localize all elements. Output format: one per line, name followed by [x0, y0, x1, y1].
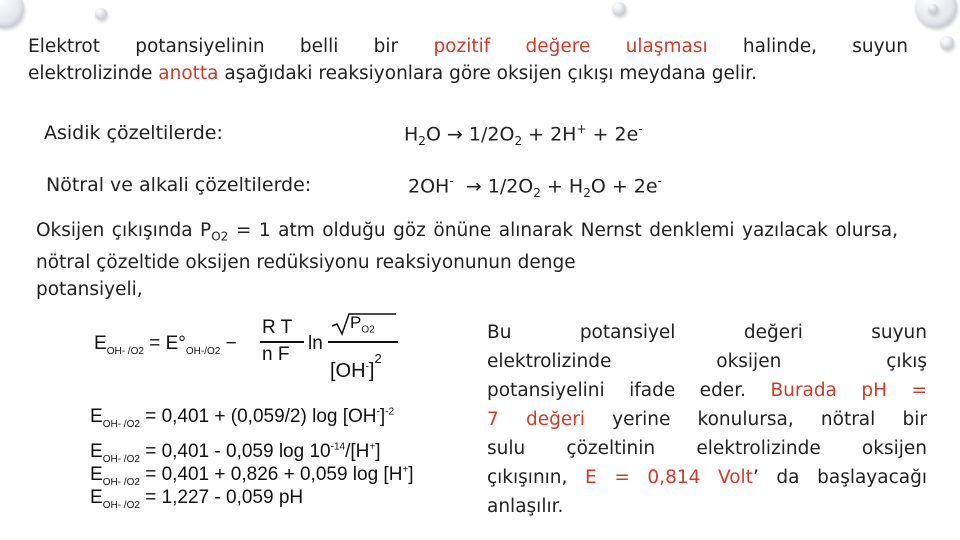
- conclusion-line: 7 değeri yerine konulursa, nötral bir: [487, 409, 927, 430]
- formula-1-lhs: $E_{OH- /O2} = E^\circ_{OH-/O2}$ −: [94, 333, 237, 357]
- nernst-paragraph-last: potansiyeli,: [36, 278, 143, 300]
- formula-1-ln: ln: [308, 333, 323, 354]
- conclusion-line: Bu potansiyel değeri suyun: [487, 322, 927, 343]
- conclusion-paragraph: [487, 318, 927, 521]
- fraction-bar: [328, 341, 398, 343]
- conclusion-line: anlaşılır.: [487, 496, 564, 517]
- formula-1-oh: $[OH^-]^2$: [330, 351, 382, 382]
- conclusion-highlight: E = 0,814 Volt: [585, 467, 753, 488]
- conclusion-line: elektrolizinde oksijen çıkış: [487, 351, 927, 372]
- intro-highlight: pozitif değere ulaşması: [433, 36, 708, 57]
- formula-1-sqrt-content: $P_{O2}$: [350, 313, 375, 336]
- intro-text: aşağıdaki reaksiyonlara göre oksijen çıkışı meydana gelir.: [224, 63, 757, 84]
- formula-3: $E_{OH- /O2} = 0,401 - 0,059$ $\log 10^{-14}/[H^+]$: [90, 441, 381, 465]
- intro-text: Elektrot potansiyelinin belli bir: [28, 36, 399, 57]
- formula-1-numerator: R T: [262, 317, 293, 338]
- formula-image: [66, 307, 466, 533]
- intro-text: halinde, suyun: [742, 36, 908, 57]
- conclusion-line: potansiyelini ifade eder. Burada pH =: [487, 380, 927, 401]
- neutral-equation: $2OH^- \to 1/2O_2 + H_2O + 2e^-$: [408, 174, 662, 201]
- formula-4: $E_{OH- /O2} = 0,401 + 0,826 + 0,059$ log [H+]: [90, 464, 414, 488]
- neutral-label: Nötral ve alkali çözeltilerde:: [46, 174, 312, 196]
- conclusion-highlight: 7 değeri: [487, 409, 585, 430]
- formula-1-denominator: n F: [262, 344, 290, 365]
- formula-2: $E_{OH- /O2} = 0,401 + (0,059/2)$ $\log [OH^-]^{-2}$: [90, 406, 395, 430]
- formula-5: $E_{OH- /O2} = 1,227 - 0,059$ pH: [90, 487, 304, 511]
- nernst-paragraph: Oksijen çıkışında $P_{O2} = 1$ atm olduğu göz önüne alınarak Nernst denklemi yazılacak olursa, nötral çözeltide oksijen redüksiyonu reaksiyonunun denge potansiyeli,: [36, 218, 898, 303]
- intro-paragraph: [28, 33, 908, 87]
- fraction-bar: [260, 341, 304, 343]
- conclusion-highlight: Burada pH =: [770, 380, 927, 401]
- acidic-label: Asidik çözeltilerde:: [44, 122, 223, 144]
- conclusion-line: çıkışının, E = 0,814 Volt’ da başlayacağı: [487, 467, 927, 488]
- conclusion-line: sulu çözeltinin elektrolizinde oksijen: [487, 438, 927, 459]
- water-drop: [612, 2, 626, 16]
- intro-text: elektrolizinde: [28, 63, 153, 84]
- acidic-equation: $H_2O \to 1/2O_2 + 2H^+ + 2e^-$: [404, 122, 643, 149]
- water-drop: [95, 8, 107, 20]
- water-drop: [928, 4, 938, 14]
- intro-highlight: anotta: [158, 63, 219, 84]
- water-drop: [0, 0, 24, 28]
- water-drop: [940, 36, 954, 50]
